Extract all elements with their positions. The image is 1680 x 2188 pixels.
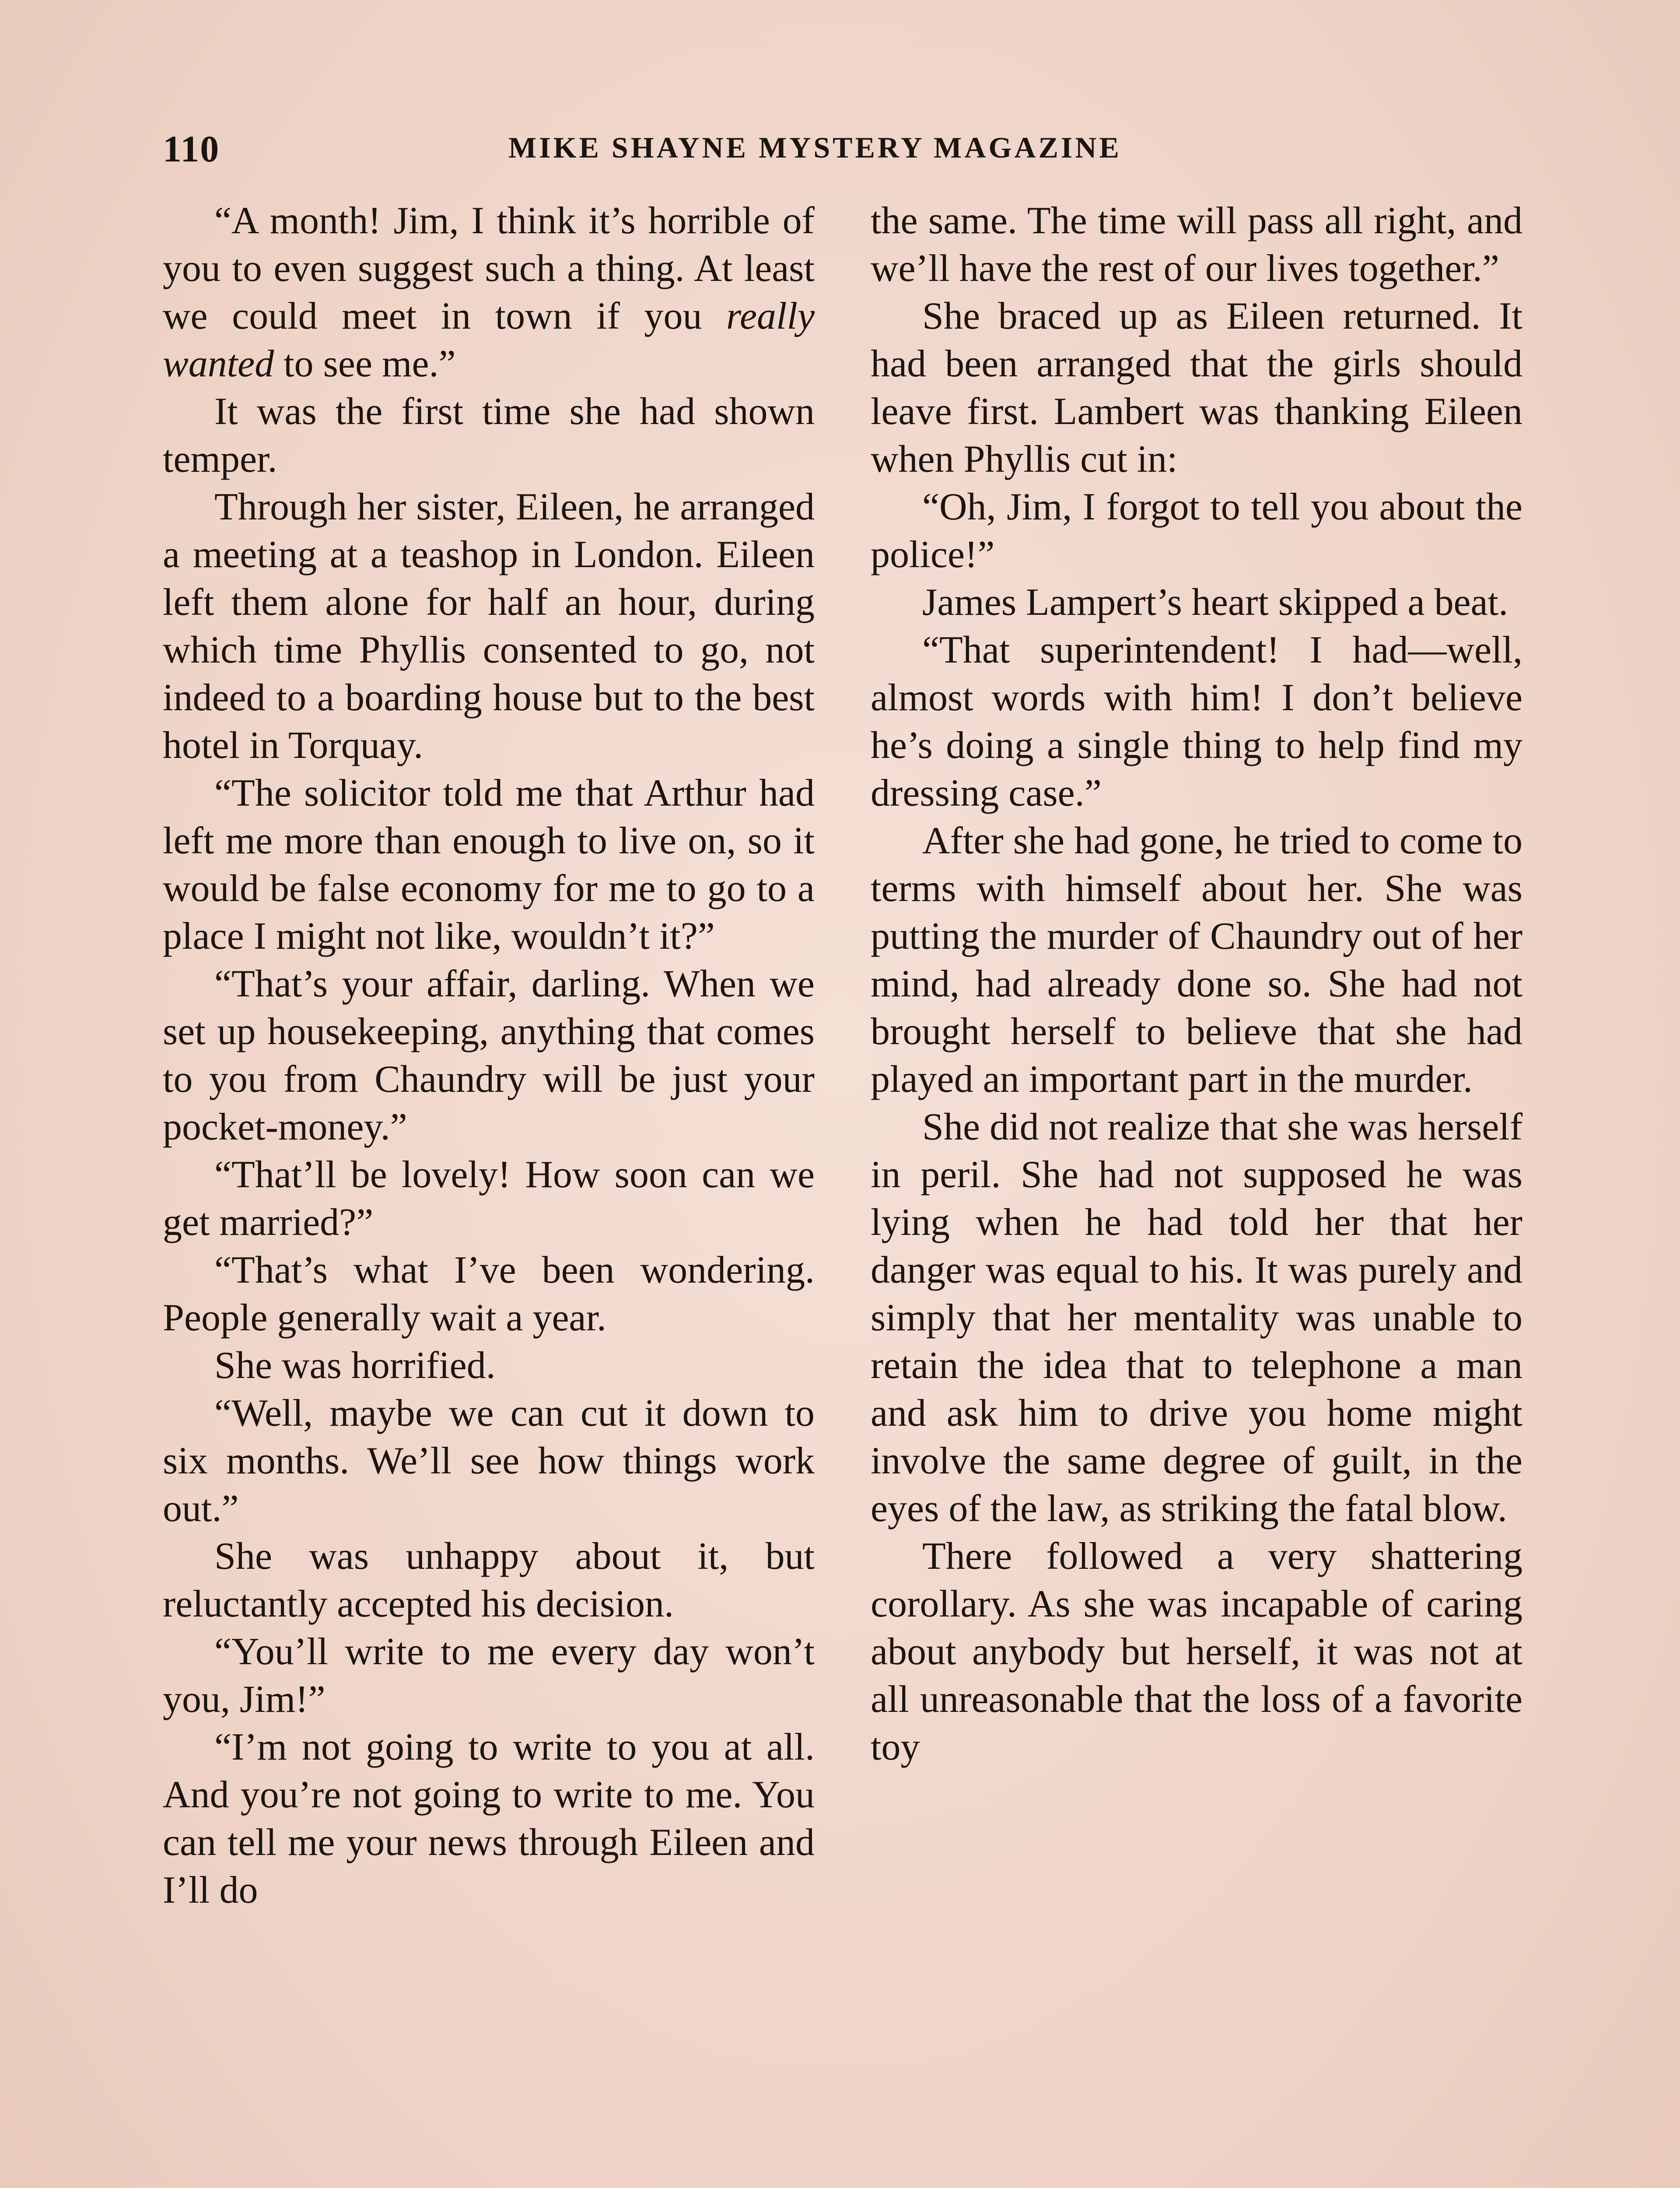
paragraph: James Lampert’s heart skipped a beat.	[922, 581, 1508, 624]
right-text-column	[871, 197, 1522, 1771]
paragraph: “I’m not going to write to you at all. And you’re not going to write to me. You can tell me your news through Eileen and I’ll do	[163, 1726, 815, 1911]
paragraph: She braced up as Eileen returned. It had been arranged that the girls should leave first. Lambert was thanking Eileen when Phyllis cut in:	[871, 295, 1522, 480]
paragraph: After she had gone, he tried to come to terms with himself about her. She was putting the murder of Chaundry out of her mind, had already done so. She had not brought herself to believe that she had played an important part in the murder.	[871, 820, 1522, 1101]
emphasis-text: really wanted	[163, 295, 815, 385]
paragraph: It was the first time she had shown temper.	[163, 390, 815, 480]
paragraph: She was horrified.	[214, 1344, 496, 1387]
paragraph	[163, 197, 815, 388]
paragraph: “Oh, Jim, I forgot to tell you about the police!”	[871, 486, 1522, 576]
paragraph-continued: the same. The time will pass all right, and we’ll have the rest of our lives together.”	[871, 200, 1522, 290]
paragraph: Through her sister, Eileen, he arranged a meeting at a teashop in London. Eileen left them alone for half an hour, during which time Phyllis consented to go, not indeed to a boarding house but to the best hotel in Torquay.	[163, 486, 815, 767]
paragraph: There followed a very shattering corollary. As she was incapable of caring about anybody but herself, it was not at all unreasonable that the loss of a favorite toy	[871, 1535, 1522, 1768]
paragraph: She was unhappy about it, but reluctantly accepted his decision.	[163, 1535, 815, 1625]
left-text-column	[163, 197, 815, 1914]
paragraph: “That’s what I’ve been wondering. People generally wait a year.	[163, 1249, 815, 1339]
paragraph-text: “A month! Jim, I think it’s horrible of you to even suggest such a thing. At least we could meet in town if you	[163, 200, 815, 337]
paragraph: “The solicitor told me that Arthur had left me more than enough to live on, so it would be false economy for me to go to a place I might not like, wouldn’t it?”	[163, 772, 815, 957]
paragraph: “You’ll write to me every day won’t you, Jim!”	[163, 1630, 815, 1721]
running-head-title: MIKE SHAYNE MYSTERY MAGAZINE	[508, 131, 1122, 164]
paragraph-text: to see me.”	[274, 343, 456, 385]
page-header	[163, 127, 1528, 179]
paragraph: “Well, maybe we can cut it down to six months. We’ll see how things work out.”	[163, 1392, 815, 1530]
paragraph: “That’ll be lovely! How soon can we get married?”	[163, 1154, 815, 1244]
page-number: 110	[163, 128, 220, 170]
paragraph: She did not realize that she was herself in peril. She had not supposed he was lying when he had told her that her danger was equal to his. It was purely and simply that her mentality was unable to retain the idea that to telephone a man and ask him to drive you home might involve the same degree of guilt, in the eyes of the law, as striking the fatal blow.	[871, 1106, 1522, 1530]
paragraph: “That superintendent! I had—well, almost words with him! I don’t believe he’s doing a single thing to help find my dressing case.”	[871, 629, 1522, 814]
paragraph: “That’s your affair, darling. When we set up housekeeping, anything that comes to you from Chaundry will be just your pocket-money.”	[163, 963, 815, 1148]
